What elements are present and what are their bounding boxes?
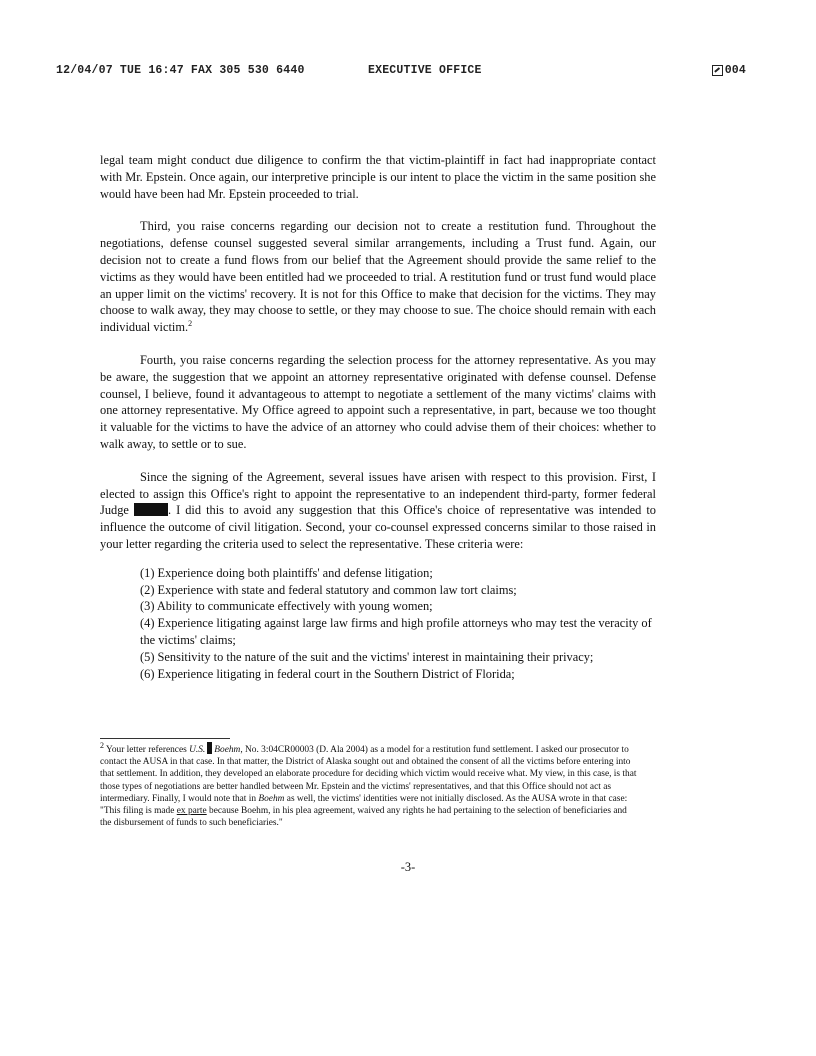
criteria-item: (6) Experience litigating in federal court in the Southern District of Florida; xyxy=(140,666,515,681)
fax-page-value: 004 xyxy=(724,64,746,77)
footnote-lead: Your letter references xyxy=(104,745,190,755)
footnote-text-a: , No. 3:04CR00003 (D. Ala 2004) as a model for a restitution fund settlement. I asked our prosecutor to contact the AUSA in that case. In that matter, the District of Alaska sought out and obtained the consent of all the victims before entering into that settlement. In addition, they developed an elaborate procedure for deciding which victim would receive what. My view, in this case, is that those types of negotiations are better handled between Mr. Epstein and the victims' representatives, and that this Office should not act as intermediary. Finally, I would note that in xyxy=(100,745,637,804)
footnote-text-b: as well, the victims' identities were not initially disclosed. As the AUSA wrote in that case: "This filing is made xyxy=(100,793,628,817)
paragraph-text: Third, you raise concerns regarding our decision not to create a restitution fund. Throughout the negotiations, defense counsel suggested several similar arrangements, including a Trust fund. Again, our decision not to create a fund flows from our belief that the Agreement should provide the same relief to the victims as they would have been entitled had we proceeded to trial. A restitution fund or trust fund would place an upper limit on the victims' recovery. It is not for this Office to make that decision for the victims. They may choose to walk away, they may choose to settle, or they may choose to sue. The choice should remain with each individual victim. xyxy=(100,219,656,335)
redaction-block xyxy=(134,503,168,516)
footnote-mark: 2 xyxy=(100,740,104,750)
case-name: Boehm xyxy=(214,745,241,755)
paragraph-continuation: legal team might conduct due diligence to confirm the that victim-plaintiff in fact had inappropriate contact with Mr. Epstein. Once again, our interpretive principle is our intent to place the victim in the same position she would have been had Mr. Epstein proceeded to trial. xyxy=(100,153,656,201)
paragraph-text-b: . I did this to avoid any suggestion that this Office's choice of representative was intended to influence the outcome of civil litigation. Second, your co-counsel expressed concerns similar to those raised in your letter regarding the criteria used to select the representative. These criteria were: xyxy=(100,503,656,551)
criteria-item: (3) Ability to communicate effectively with young women; xyxy=(140,599,433,614)
criteria-item: (4) Experience litigating against large law firms and high profile attorneys who may test the veracity of the victims' claims; xyxy=(140,616,652,647)
criteria-item: (2) Experience with state and federal statutory and common law tort claims; xyxy=(140,582,517,597)
case-us: U.S. xyxy=(189,745,206,755)
footnote-text-c: because Boehm, in his plea agreement, waived any rights he had pertaining to the selection of beneficiaries and the disbursement of funds to such beneficiaries." xyxy=(100,806,627,829)
footnote-redaction xyxy=(207,742,212,754)
letter-body xyxy=(100,152,656,682)
paragraph-restitution-fund xyxy=(100,218,656,336)
paragraph-selection-criteria xyxy=(100,469,656,553)
paragraph-attorney-representative: Fourth, you raise concerns regarding the selection process for the attorney representative. As you may be aware, the suggestion that we appoint an attorney representative originated with defense counsel. Defense counsel, I believe, found it advantageous to attempt to negotiate a settlement of the many victims' claims with one attorney representative. My Office agreed to appoint such a representative, in part, because we too thought it valuable for the victims to have the advice of an attorney who could advise them of their choices: whether to walk away, to settle or to sue. xyxy=(100,352,656,451)
fax-office-label: EXECUTIVE OFFICE xyxy=(368,64,482,77)
footnote xyxy=(100,742,640,829)
page-number: -3- xyxy=(400,860,416,874)
footnote-divider xyxy=(100,738,230,739)
criteria-list xyxy=(140,565,656,683)
criteria-item: (5) Sensitivity to the nature of the suit and the victims' interest in maintaining their privacy; xyxy=(140,649,594,664)
fax-page-number xyxy=(712,64,746,77)
criteria-item: (1) Experience doing both plaintiffs' and defense litigation; xyxy=(140,565,433,580)
ex-parte: ex parte xyxy=(176,806,207,817)
fax-header xyxy=(56,64,746,80)
case-name-2: Boehm xyxy=(258,793,285,804)
paragraph-text-a: Since the signing of the Agreement, several issues have arisen with respect to this provision. First, I elected to assign this Office's right to appoint the representative to an independent third-party, former federal Judge xyxy=(100,469,656,518)
footnote-reference: 2 xyxy=(188,319,193,329)
fax-timestamp: 12/04/07 TUE 16:47 FAX 305 530 6440 xyxy=(56,64,305,77)
fax-checkbox-icon xyxy=(712,65,723,76)
